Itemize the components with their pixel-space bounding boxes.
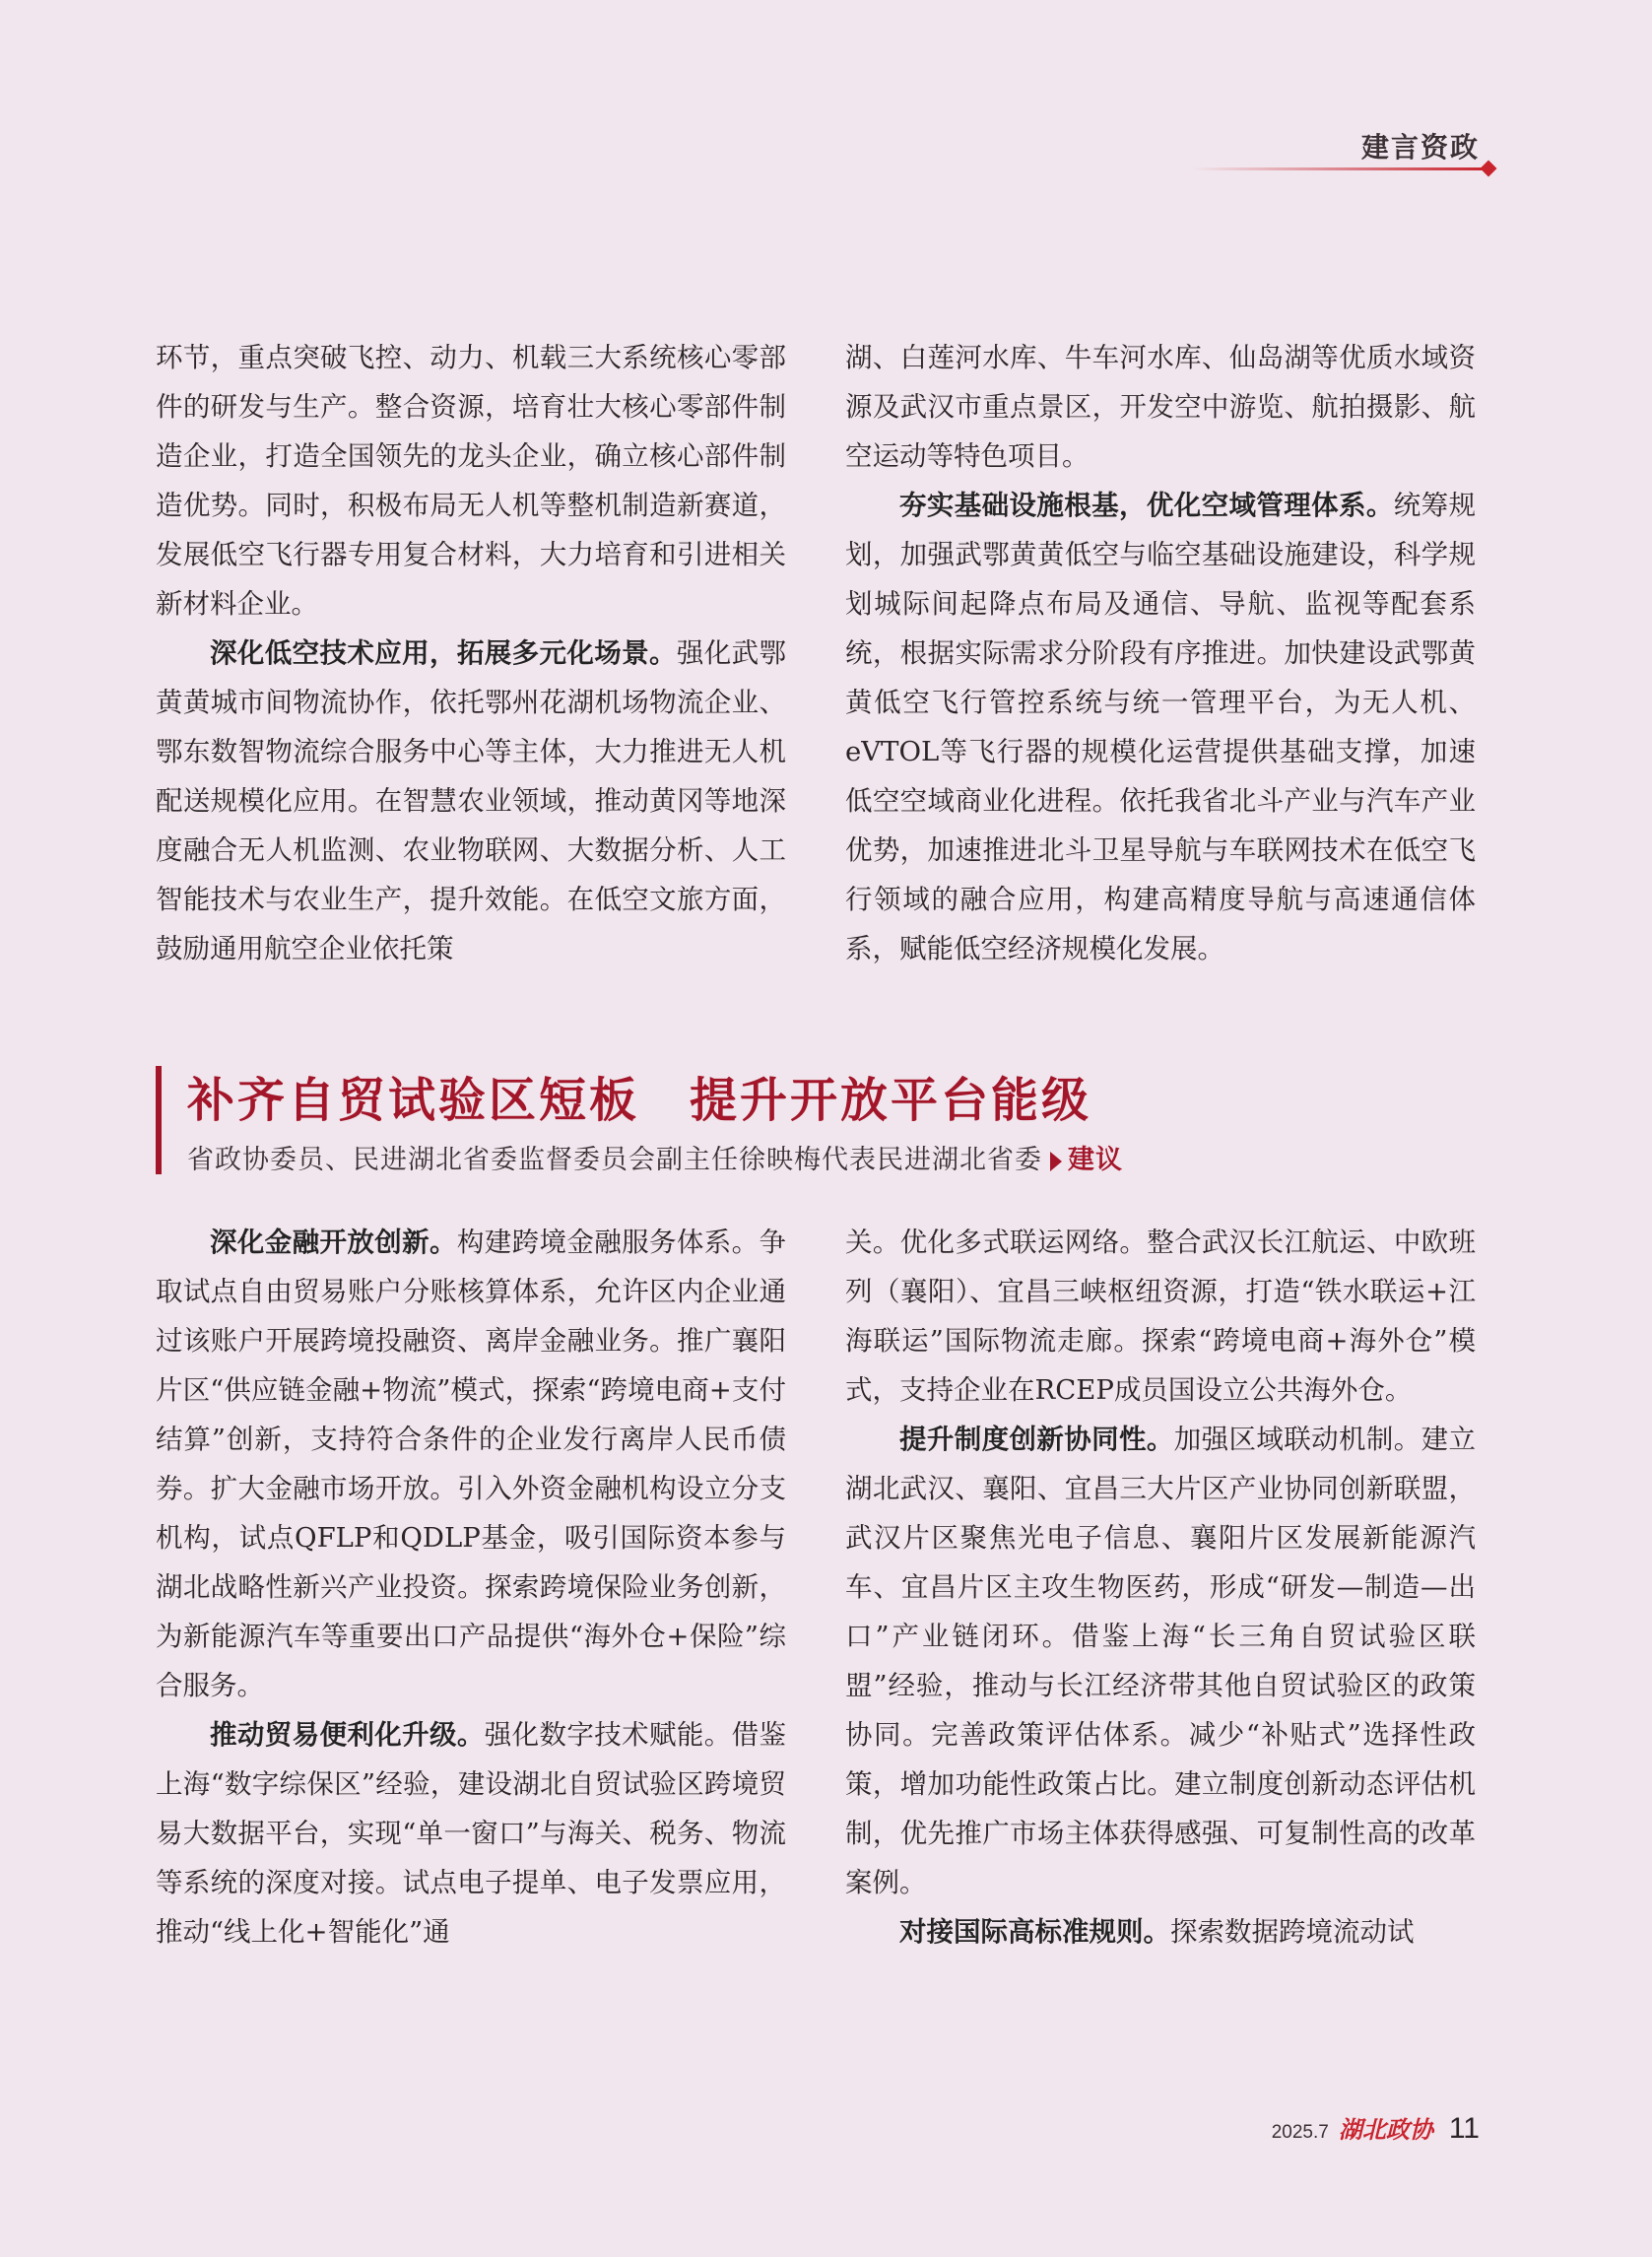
article-byline xyxy=(187,1138,1123,1176)
byline-text: 省政协委员、民进湖北省委监督委员会副主任徐映梅代表民进湖北省委 xyxy=(187,1145,1042,1175)
magazine-logo: 湖北政协 xyxy=(1338,2115,1433,2144)
page-number: 11 xyxy=(1448,2112,1480,2145)
paragraph-lead: 提升制度创新协同性。 xyxy=(899,1424,1174,1455)
byline-tag: 建议 xyxy=(1068,1145,1123,1175)
top-right-column xyxy=(845,333,1476,973)
paragraph-lead: 深化低空技术应用，拓展多元化场景。 xyxy=(210,637,677,669)
section-tag: 建言资政 xyxy=(1360,131,1480,164)
top-left-column xyxy=(156,333,786,973)
bottom-left-column xyxy=(156,1218,786,1957)
section-tag-diamond xyxy=(1481,161,1497,177)
paragraph: 环节，重点突破飞控、动力、机载三大系统核心零部件的研发与生产。整合资源，培育壮大核心零部件制造企业，打造全国领先的龙头企业，确立核心部件制造优势。同时，积极布局无人机等整机制造新赛道，发展低空飞行器专用复合材料，大力培育和引进相关新材料企业。 xyxy=(156,342,786,620)
paragraph-lead: 夯实基础设施根基，优化空域管理体系。 xyxy=(899,490,1394,521)
issue-date: 2025.7 xyxy=(1271,2122,1329,2143)
triangle-right-icon xyxy=(1050,1152,1062,1171)
title-accent-bar xyxy=(156,1066,162,1174)
paragraph: 湖、白莲河水库、牛车河水库、仙岛湖等优质水域资源及武汉市重点景区，开发空中游览、航拍摄影、航空运动等特色项目。 xyxy=(845,342,1476,472)
paragraph: 提升制度创新协同性。加强区域联动机制。建立湖北武汉、襄阳、宜昌三大片区产业协同创新联盟，武汉片区聚焦光电子信息、襄阳片区发展新能源汽车、宜昌片区主攻生物医药，形成“研发—制造—出口”产业链闭环。借鉴上海“长三角自贸试验区联盟”经验，推动与长江经济带其他自贸试验区的政策协同。完善政策评估体系。减少“补贴式”选择性政策，增加功能性政策占比。建立制度创新动态评估机制，优先推广市场主体获得感强、可复制性高的改革案例。 xyxy=(845,1424,1476,1898)
page-footer xyxy=(1272,2110,1480,2146)
paragraph: 推动贸易便利化升级。强化数字技术赋能。借鉴上海“数字综保区”经验，建设湖北自贸试验区跨境贸易大数据平台，实现“单一窗口”与海关、税务、物流等系统的深度对接。试点电子提单、电子发票应用，推动“线上化+智能化”通 xyxy=(156,1719,786,1948)
paragraph: 关。优化多式联运网络。整合武汉长江航运、中欧班列（襄阳）、宜昌三峡枢纽资源，打造“铁水联运+江海联运”国际物流走廊。探索“跨境电商+海外仓”模式，支持企业在RCEP成员国设立公共海外仓。 xyxy=(845,1227,1476,1406)
paragraph-lead: 对接国际高标准规则。 xyxy=(899,1916,1170,1948)
paragraph: 深化低空技术应用，拓展多元化场景。强化武鄂黄黄城市间物流协作，依托鄂州花湖机场物流企业、鄂东数智物流综合服务中心等主体，大力推进无人机配送规模化应用。在智慧农业领域，推动黄冈等地深度融合无人机监测、农业物联网、大数据分析、人工智能技术与农业生产，提升效能。在低空文旅方面，鼓励通用航空企业依托策 xyxy=(156,637,786,964)
paragraph: 对接国际高标准规则。探索数据跨境流动试 xyxy=(899,1916,1415,1948)
paragraph: 夯实基础设施根基，优化空域管理体系。统筹规划，加强武鄂黄黄低空与临空基础设施建设，科学规划城际间起降点布局及通信、导航、监视等配套系统，根据实际需求分阶段有序推进。加快建设武鄂黄黄低空飞行管控系统与统一管理平台，为无人机、eVTOL等飞行器的规模化运营提供基础支撑，加速低空空域商业化进程。依托我省北斗产业与汽车产业优势，加速推进北斗卫星导航与车联网技术在低空飞行领域的融合应用，构建高精度导航与高速通信体系，赋能低空经济规模化发展。 xyxy=(845,490,1476,964)
article-title: 补齐自贸试验区短板 提升开放平台能级 xyxy=(187,1073,1092,1128)
paragraph-lead: 推动贸易便利化升级。 xyxy=(210,1719,485,1751)
bottom-right-column xyxy=(845,1218,1476,1957)
section-tag-rule xyxy=(1192,167,1487,170)
paragraph: 深化金融开放创新。构建跨境金融服务体系。争取试点自由贸易账户分账核算体系，允许区内企业通过该账户开展跨境投融资、离岸金融业务。推广襄阳片区“供应链金融+物流”模式，探索“跨境电商+支付结算”创新，支持符合条件的企业发行离岸人民币债券。扩大金融市场开放。引入外资金融机构设立分支机构，试点QFLP和QDLP基金，吸引国际资本参与湖北战略性新兴产业投资。探索跨境保险业务创新，为新能源汽车等重要出口产品提供“海外仓+保险”综合服务。 xyxy=(156,1227,786,1701)
paragraph-lead: 深化金融开放创新。 xyxy=(210,1227,457,1258)
